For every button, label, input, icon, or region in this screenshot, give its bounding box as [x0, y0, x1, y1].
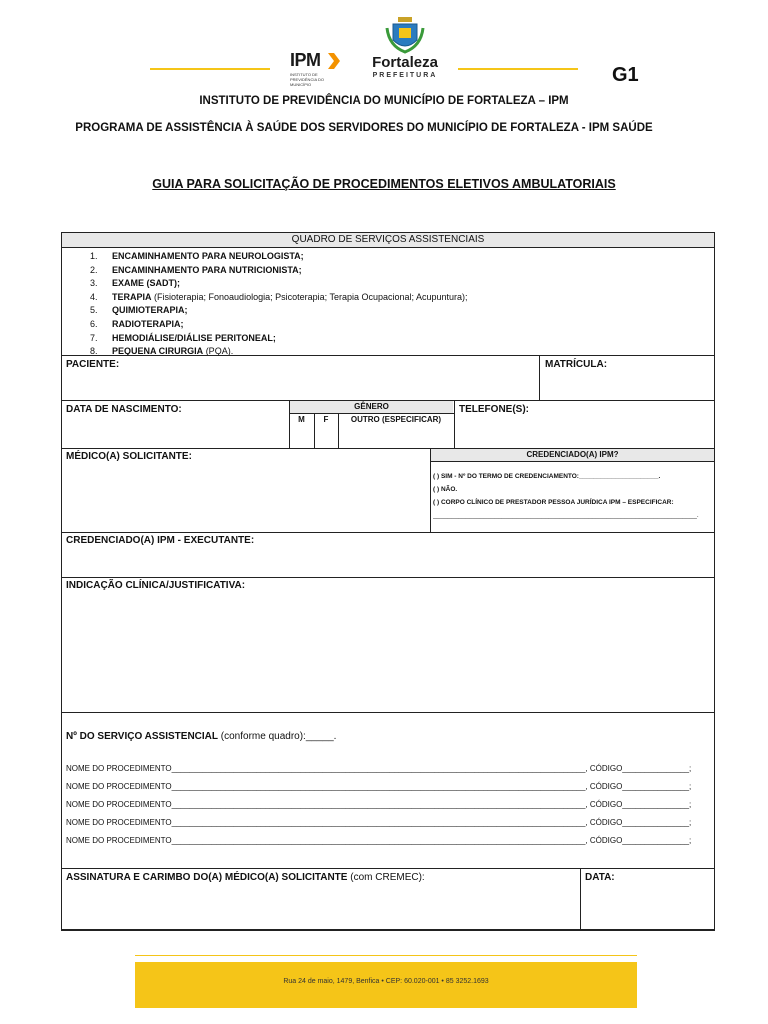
matricula-field[interactable]: MATRÍCULA:: [545, 359, 608, 370]
footer-address: Rua 24 de maio, 1479, Benfica • CEP: 60.020-001 • 85 3252.1693: [283, 978, 489, 985]
telefone-field[interactable]: TELEFONE(S):: [459, 404, 529, 415]
genero-outro-option[interactable]: OUTRO (ESPECIFICAR): [350, 415, 442, 424]
n-servico-detail: (conforme quadro):_____.: [218, 731, 337, 742]
institute-title: INSTITUTO DE PREVIDÊNCIA DO MUNICÍPIO DE FORTALEZA – IPM: [199, 95, 569, 107]
genero-m-option[interactable]: M: [298, 415, 305, 424]
list-item: 6. RADIOTERAPIA;: [90, 318, 184, 329]
services-heading: QUADRO DE SERVIÇOS ASSISTENCIAIS: [62, 233, 714, 247]
data-field[interactable]: DATA:: [585, 872, 615, 883]
cred-specify-line[interactable]: _________________________________________________________________________.: [433, 512, 699, 519]
indicacao-clinica-field[interactable]: INDICAÇÃO CLÍNICA/JUSTIFICATIVA:: [66, 580, 246, 591]
divider: [454, 400, 455, 448]
list-item: 2. ENCAMINHAMENTO PARA NUTRICIONISTA;: [90, 264, 302, 275]
assinatura-field[interactable]: [66, 872, 566, 926]
divider: [539, 355, 540, 400]
list-item: 5. QUIMIOTERAPIA;: [90, 305, 188, 316]
procedure-row[interactable]: NOME DO PROCEDIMENTO_____________________________________________________________________________________________, CÓDIGO_______________;: [66, 836, 692, 845]
program-title: PROGRAMA DE ASSISTÊNCIA À SAÚDE DOS SERVIDORES DO MUNICÍPIO DE FORTALEZA - IPM SAÚDE: [75, 122, 653, 134]
n-servico-field[interactable]: [66, 731, 336, 742]
genero-heading: GÊNERO: [290, 401, 453, 413]
procedure-row[interactable]: NOME DO PROCEDIMENTO_____________________________________________________________________________________________, CÓDIGO_______________;: [66, 764, 692, 773]
divider: [430, 461, 715, 462]
fortaleza-logo: [365, 16, 445, 86]
ipm-logo-text: IPM: [290, 50, 321, 70]
cred-sim-option[interactable]: ( ) SIM - Nº DO TERMO DE CREDENCIAMENTO:______________________.: [433, 473, 661, 480]
procedure-row[interactable]: NOME DO PROCEDIMENTO_____________________________________________________________________________________________, CÓDIGO_______________;: [66, 800, 692, 809]
medico-solicitante-field[interactable]: MÉDICO(A) SOLICITANTE:: [66, 451, 192, 462]
page-title: GUIA PARA SOLICITAÇÃO DE PROCEDIMENTOS ELETIVOS AMBULATORIAIS: [152, 177, 616, 191]
credenciado-options: [433, 470, 713, 522]
paciente-field[interactable]: PACIENTE:: [66, 359, 120, 370]
services-list: [90, 250, 468, 359]
divider: [61, 247, 715, 248]
procedure-row[interactable]: NOME DO PROCEDIMENTO_____________________________________________________________________________________________, CÓDIGO_______________;: [66, 818, 692, 827]
ipm-arrow-icon: [328, 53, 340, 69]
form-code: G1: [612, 64, 639, 86]
fortaleza-logo-subtitle: PREFEITURA: [372, 72, 438, 79]
header-right-rule: [458, 68, 578, 70]
procedure-row[interactable]: NOME DO PROCEDIMENTO_____________________________________________________________________________________________, CÓDIGO_______________;: [66, 782, 692, 791]
credenciado-heading: CREDENCIADO(A) IPM?: [431, 449, 714, 461]
divider: [61, 577, 715, 578]
cred-nao-option[interactable]: ( ) NÃO.: [433, 486, 458, 493]
header-left-rule: [150, 68, 270, 70]
ipm-logo-subtitle: INSTITUTO DE PREVIDÊNCIA DO MUNICÍPIO: [290, 72, 325, 87]
genero-f-option[interactable]: F: [323, 415, 329, 424]
list-item: 4. TERAPIA (Fisioterapia; Fonoaudiologia; Psicoterapia; Terapia Ocupacional; Acupuntura);: [90, 291, 468, 302]
assinatura-label: ASSINATURA E CARIMBO DO(A) MÉDICO(A) SOLICITANTE: [66, 872, 348, 883]
fortaleza-logo-text: Fortaleza: [372, 54, 438, 71]
footer-bar: [135, 962, 637, 1008]
footer-rule: [135, 955, 637, 956]
list-item: 7. HEMODIÁLISE/DIÁLISE PERITONEAL;: [90, 332, 276, 343]
cred-corpo-option[interactable]: ( ) CORPO CLÍNICO DE PRESTADOR PESSOA JURÍDICA IPM – ESPECIFICAR:: [433, 499, 674, 506]
n-servico-label: Nº DO SERVIÇO ASSISTENCIAL: [66, 731, 219, 742]
divider: [61, 532, 715, 533]
data-nascimento-field[interactable]: DATA DE NASCIMENTO:: [66, 404, 182, 415]
assinatura-detail: (com CREMEC):: [347, 872, 425, 883]
fortaleza-coat-of-arms-icon: [385, 16, 425, 54]
divider: [61, 355, 715, 356]
divider: [61, 712, 715, 713]
list-item: 3. EXAME (SADT);: [90, 278, 180, 289]
ipm-logo: [290, 50, 350, 90]
divider: [61, 868, 715, 869]
credenciado-executante-field[interactable]: CREDENCIADO(A) IPM - EXECUTANTE:: [66, 535, 255, 546]
list-item: 8. PEQUENA CIRURGIA (PQA).: [90, 346, 234, 357]
divider: [580, 868, 581, 930]
list-item: 1. ENCAMINHAMENTO PARA NEUROLOGISTA;: [90, 251, 304, 261]
